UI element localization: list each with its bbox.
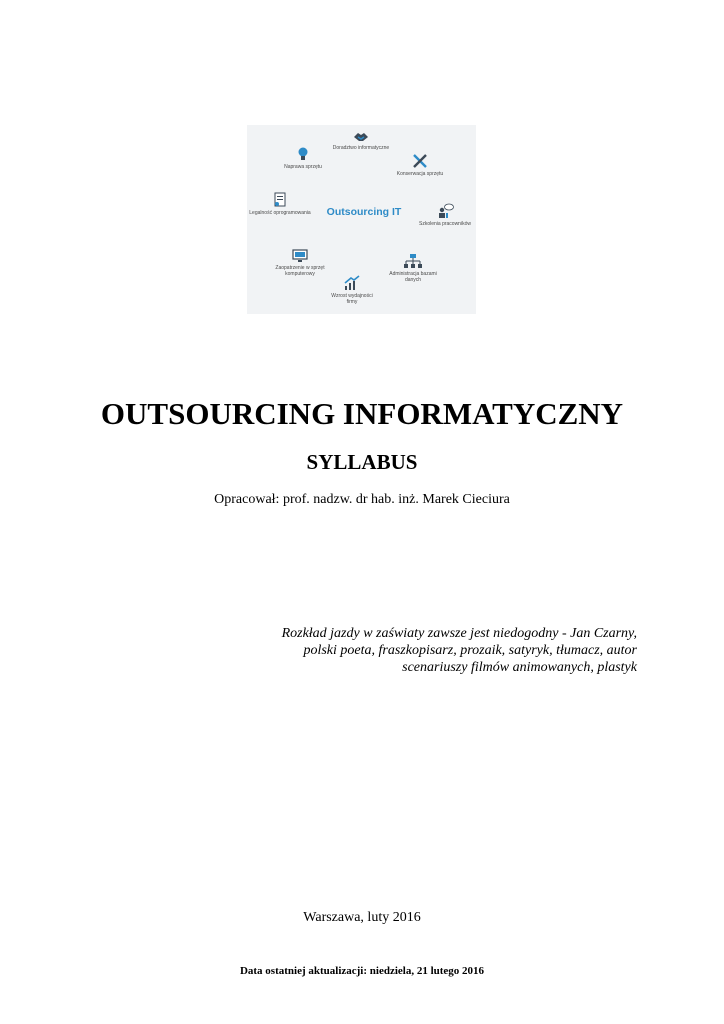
epigraph-quote [217, 625, 637, 676]
network-icon [403, 253, 423, 269]
document-author: Opracował: prof. nadzw. dr hab. inż. Marek Cieciura [214, 492, 510, 507]
diagram-node-wzrost: Wzrost wydajności firmy [327, 275, 377, 305]
diagram-node-legalnosc: Legalność oprogramowania [249, 192, 311, 216]
place-and-date: Warszawa, luty 2016 [303, 910, 421, 925]
quote-line: polski poeta, fraszkopisarz, prozaik, satyryk, tłumacz, autor [303, 643, 637, 658]
diagram-node-szkolenia: Szkolenia pracowników [417, 203, 473, 227]
tools-icon [412, 153, 428, 169]
document-title: OUTSOURCING INFORMATYCZNY [100, 396, 624, 431]
quote-line: scenariuszy filmów animowanych, plastyk [402, 660, 637, 675]
growth-chart-icon [343, 275, 361, 291]
lightbulb-icon [297, 147, 309, 162]
last-update-note: Data ostatniej aktualizacji: niedziela, 21 lutego 2016 [239, 965, 485, 977]
quote-line: Rozkład jazdy w zaświaty zawsze jest niedogodny - Jan Czarny, [281, 626, 637, 641]
diagram-center-label: Outsourcing IT [326, 206, 402, 218]
certificate-icon [273, 192, 287, 208]
document-subtitle: SYLLABUS [306, 450, 418, 474]
diagram-node-administracja: Administracja bazami danych [383, 253, 443, 283]
diagram-node-konserwacja: Konserwacja sprzętu [395, 153, 445, 177]
handshake-icon [353, 131, 369, 143]
presenter-icon [436, 203, 454, 219]
diagram-node-naprawa: Naprawa sprzętu [283, 147, 323, 170]
monitor-icon [291, 249, 309, 263]
diagram-node-zaopatrzenie: Zaopatrzenie w sprzęt komputerowy [265, 249, 335, 277]
diagram-node-doradztwo: Doradztwo informatyczne [331, 131, 391, 151]
outsourcing-it-diagram [247, 125, 476, 314]
